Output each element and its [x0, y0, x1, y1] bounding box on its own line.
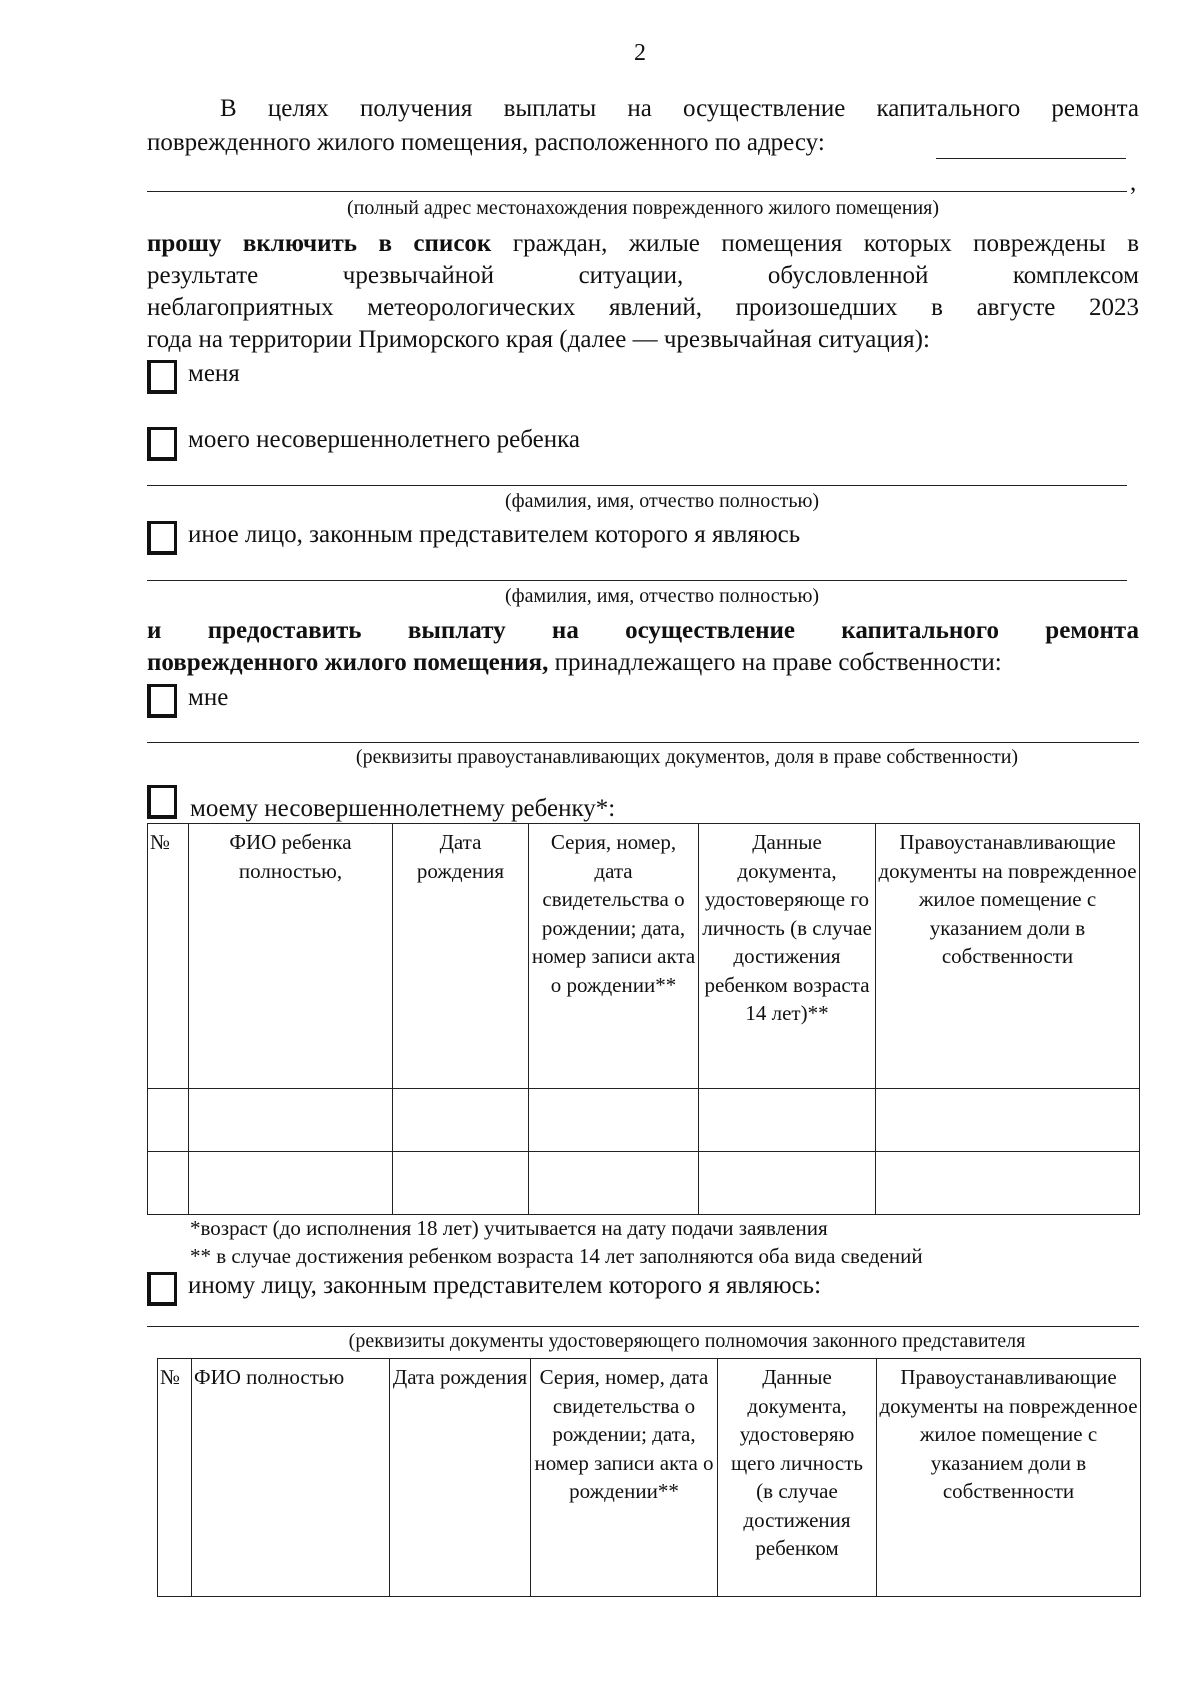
- option-me-label: меня: [188, 360, 240, 387]
- payment-line-2: [147, 646, 1002, 680]
- request-bold-lead: прошу включить в список: [147, 230, 492, 257]
- payment-bold-part: поврежденного жилого помещения,: [147, 649, 549, 676]
- child-table-header-row: [148, 824, 1140, 1089]
- option-my-child-label: моего несовершеннолетнего ребенка: [188, 426, 581, 453]
- payment-line-1: и предоставить выплату на осуществление капитального ремонта: [147, 617, 1139, 644]
- child-col-birth-certificate: Серия, номер, дата свидетельства о рождении; дата, номер записи акта о рождении**: [529, 824, 699, 1089]
- cell-input[interactable]: [189, 1089, 393, 1152]
- address-note: (полный адрес местонахождения поврежденного жилого помещения): [346, 197, 940, 219]
- other-col-number: №: [158, 1359, 192, 1597]
- child-col-ownership-documents: Правоустанавливающие документы на поврежденное жилое помещение с указанием доли в собственности: [876, 824, 1140, 1089]
- other-col-fio: ФИО полностью: [192, 1359, 390, 1597]
- representative-docs-note: (реквизиты документы удостоверяющего полномочия законного представителя: [348, 1330, 1026, 1352]
- cell-input[interactable]: [393, 1089, 529, 1152]
- checkbox-other-person[interactable]: [147, 521, 177, 555]
- option-other-person-label: иное лицо, законным представителем которого я являюсь: [188, 521, 801, 548]
- option-to-other-person-label: иному лицу, законным представителем которого я являюсь:: [188, 1272, 822, 1299]
- other-col-id-document: Данные документа, удостоверяю щего личность (в случае достижения ребенком: [718, 1359, 877, 1597]
- ownership-docs-field-line[interactable]: [147, 742, 1139, 743]
- cell-input[interactable]: [529, 1152, 699, 1215]
- cell-input[interactable]: [529, 1089, 699, 1152]
- other-col-ownership-documents: Правоустанавливающие документы на поврежденное жилое помещение с указанием доли в собственности: [877, 1359, 1141, 1597]
- option-to-me-label: мне: [188, 684, 229, 711]
- request-line-2: результате чрезвычайной ситуации, обусловленной комплексом: [147, 262, 1139, 289]
- child-col-birthdate: Дата рождения: [393, 824, 529, 1089]
- footnote-2: ** в случае достижения ребенком возраста 14 лет заполняются оба вида сведений: [190, 1244, 923, 1268]
- payment-line-2-rest: принадлежащего на праве собственности:: [554, 649, 1002, 676]
- child-col-number: №: [148, 824, 189, 1089]
- checkbox-to-my-child[interactable]: [147, 785, 177, 819]
- table-row: [148, 1089, 1140, 1152]
- intro-line-1: В целях получения выплаты на осуществление капитального ремонта: [220, 95, 1139, 122]
- other-table-header-row: [158, 1359, 1141, 1597]
- intro-line-2: поврежденного жилого помещения, расположенного по адресу:: [147, 129, 825, 156]
- cell-input[interactable]: [699, 1089, 876, 1152]
- footnote-1: *возраст (до исполнения 18 лет) учитывается на дату подачи заявления: [190, 1216, 828, 1240]
- cell-input[interactable]: [393, 1152, 529, 1215]
- other-col-birthdate: Дата рождения: [390, 1359, 531, 1597]
- checkbox-my-child[interactable]: [147, 427, 177, 461]
- checkbox-me[interactable]: [147, 360, 177, 394]
- child-col-fio: ФИО ребенка полностью,: [189, 824, 393, 1089]
- option-to-my-child-label: моему несовершеннолетнему ребенку*:: [190, 795, 616, 822]
- cell-input[interactable]: [189, 1152, 393, 1215]
- cell-input[interactable]: [699, 1152, 876, 1215]
- request-line-4: года на территории Приморского края (далее — чрезвычайная ситуация):: [147, 326, 930, 353]
- page-number: 2: [634, 40, 646, 66]
- request-line-1: [147, 227, 1139, 261]
- other-col-birth-certificate: Серия, номер, дата свидетельства о рождении; дата, номер записи акта о рождении**: [531, 1359, 718, 1597]
- table-row: [148, 1152, 1140, 1215]
- other-name-note: (фамилия, имя, отчество полностью): [504, 585, 820, 607]
- cell-input[interactable]: [876, 1089, 1140, 1152]
- checkbox-to-other-person[interactable]: [147, 1272, 177, 1306]
- cell-input[interactable]: [148, 1089, 189, 1152]
- ownership-docs-note: (реквизиты правоустанавливающих документов, доля в праве собственности): [355, 746, 1019, 768]
- child-name-field-line[interactable]: [147, 485, 1127, 486]
- other-person-info-table: [157, 1358, 1141, 1597]
- representative-docs-field-line[interactable]: [147, 1326, 1139, 1327]
- child-info-table: [147, 823, 1140, 1215]
- address-field-line-1[interactable]: [936, 158, 1126, 159]
- trailing-comma: ,: [1130, 169, 1137, 196]
- request-line-1-rest: граждан, жилые помещения которых повреждены в: [512, 230, 1139, 257]
- cell-input[interactable]: [148, 1152, 189, 1215]
- child-name-note: (фамилия, имя, отчество полностью): [504, 490, 820, 512]
- checkbox-to-me[interactable]: [147, 684, 177, 718]
- request-line-3: неблагоприятных метеорологических явлений, произошедших в августе 2023: [147, 294, 1139, 321]
- cell-input[interactable]: [876, 1152, 1140, 1215]
- address-field-line-2[interactable]: [147, 191, 1127, 192]
- child-col-id-document: Данные документа, удостоверяюще го личность (в случае достижения ребенком возраста 14 лет)**: [699, 824, 876, 1089]
- other-name-field-line[interactable]: [147, 580, 1127, 581]
